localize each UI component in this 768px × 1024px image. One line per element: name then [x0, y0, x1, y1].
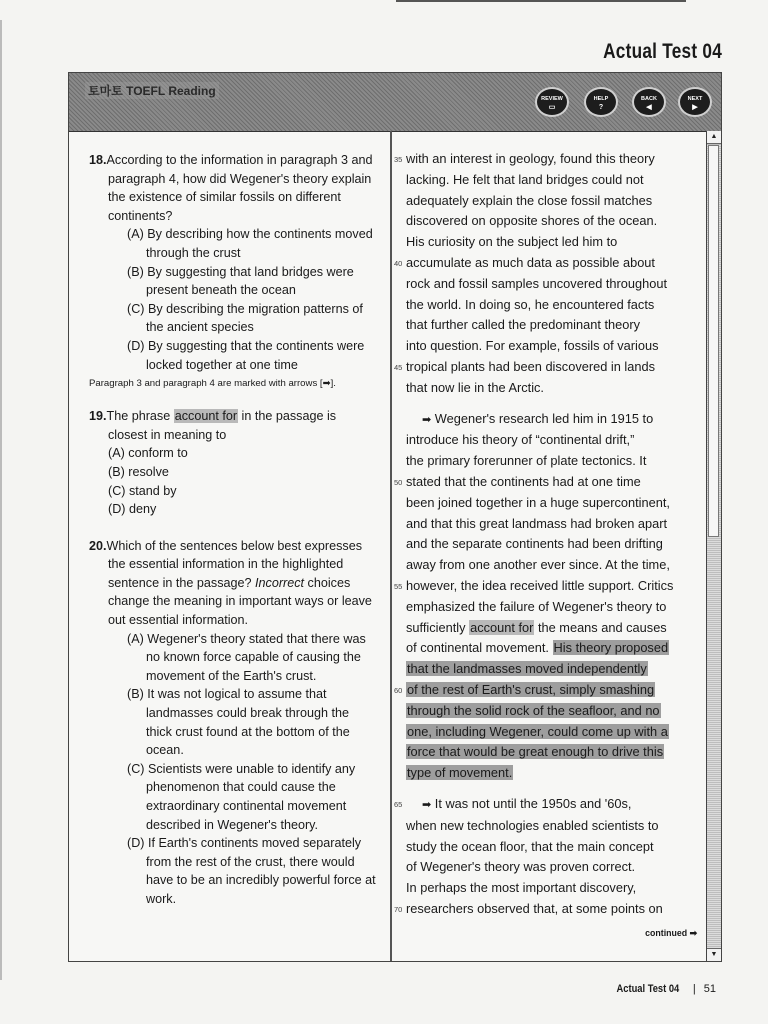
passage-line [406, 742, 688, 763]
answer-option[interactable]: (D) If Earth's continents moved separately from the rest of the crust, there would have to be an incredibly powerful force at work. [127, 836, 376, 906]
paragraph-arrow-icon: ➡ [422, 413, 432, 426]
passage-text: and that this great landmass had broken apart [406, 515, 668, 531]
page-footer: Actual Test 04 | 51 [616, 983, 716, 995]
toolbar [69, 73, 721, 132]
answer-option[interactable]: (B) resolve [108, 464, 169, 479]
highlighted-phrase: account for [174, 409, 238, 424]
passage-line [406, 514, 688, 535]
passage-line [406, 534, 688, 555]
passage-line [406, 211, 688, 232]
passage-text: adequately explain the close fossil matches [406, 192, 653, 208]
passage-text: stated that the continents had at one time [406, 473, 641, 489]
question-text: The phrase [106, 409, 174, 424]
passage-text: researchers observed that, at some points on [406, 900, 663, 916]
answer-option[interactable]: (A) By describing how the continents moved through the crust [127, 227, 373, 260]
passage-line [394, 253, 688, 274]
passage-line [406, 295, 688, 316]
next-arrow-icon: ▶ [692, 104, 698, 111]
passage-line [406, 493, 688, 514]
help-button[interactable] [584, 87, 618, 117]
passage-text: of continental movement. [406, 640, 553, 656]
answer-option[interactable]: (D) deny [108, 502, 157, 517]
help-icon: ? [598, 104, 604, 111]
question-19 [89, 407, 377, 519]
page-title: Actual Test 04 [603, 40, 722, 63]
passage-pane [394, 149, 688, 920]
passage-line [406, 763, 688, 784]
passage-paragraph-3-end [394, 149, 688, 399]
passage-text: and the separate continents had been drifting [406, 536, 663, 552]
page-number: 51 [703, 983, 716, 995]
passage-text: when new technologies enabled scientists to [406, 817, 659, 833]
passage-line [406, 638, 688, 659]
scroll-thumb[interactable] [708, 145, 719, 537]
passage-line [406, 409, 688, 431]
passage-paragraph-4 [394, 409, 688, 618]
test-window [68, 72, 722, 962]
passage-line [406, 816, 688, 837]
answer-option[interactable]: (C) Scientists were unable to identify any phenomenon that could cause the extraordinary continental movement described in Wegener's theory. [127, 761, 356, 832]
passage-text: of the rest of Earth's crust, simply smashing [407, 681, 655, 697]
pane-divider [390, 131, 392, 961]
back-arrow-icon: ◀ [646, 104, 652, 111]
review-icon: ▭ [548, 104, 556, 111]
passage-text: Wegener's research led him in 1915 to [431, 410, 654, 426]
passage-text: tropical plants had been discovered in lands [406, 358, 655, 374]
passage-paragraph-5 [394, 794, 688, 920]
line-number: 35 [394, 155, 403, 164]
passage-text: that the landmasses moved independently [407, 661, 647, 677]
passage-text: into question. For example, fossils of various [406, 338, 659, 354]
passage-text: sufficiently [406, 619, 470, 635]
passage-line [406, 336, 688, 357]
passage-text: that further called the predominant theory [406, 317, 641, 333]
passage-text: the means and causes [534, 619, 667, 635]
question-number: 18. [89, 153, 107, 167]
passage-line [406, 618, 688, 639]
passage-line [406, 191, 688, 212]
passage-line [406, 659, 688, 680]
passage-text: His curiosity on the subject led him to [406, 234, 618, 250]
question-text: Which of the sentences below best expresses the essential information in the highlighted sentence in the passage? [106, 538, 363, 590]
question-text-italic: Incorrect [255, 575, 305, 590]
passage-text: through the solid rock of the seafloor, and no [407, 702, 660, 718]
question-18 [89, 151, 377, 391]
answer-option[interactable]: (C) stand by [108, 483, 177, 498]
paragraph-arrow-icon: ➡ [422, 798, 432, 811]
line-number: 45 [394, 362, 403, 372]
passage-text: force that would be great enough to drive this [407, 744, 664, 760]
passage-text: In perhaps the most important discovery, [406, 880, 637, 896]
passage-line [406, 837, 688, 858]
passage-line [394, 149, 688, 170]
passage-line [406, 430, 688, 451]
passage-text: rock and fossil samples uncovered throughout [406, 275, 668, 291]
passage-scrollbar[interactable] [706, 131, 721, 961]
passage-line [394, 576, 688, 597]
passage-line [406, 315, 688, 336]
passage-text: away from one another ever since. At the time, [406, 557, 670, 573]
question-number: 19. [89, 409, 107, 424]
passage-line [394, 357, 688, 378]
passage-text: discovered on opposite shores of the ocean. [406, 213, 658, 229]
passage-text: the world. In doing so, he encountered facts [406, 296, 655, 312]
question-19-stem [89, 407, 377, 426]
answer-option[interactable]: (C) By describing the migration patterns of the ancient species [127, 301, 363, 335]
help-label: HELP [593, 96, 609, 102]
passage-line [394, 472, 688, 493]
line-number: 55 [394, 581, 403, 591]
passage-text: that now lie in the Arctic. [406, 379, 544, 395]
question-20 [89, 537, 377, 909]
answer-option[interactable]: (A) Wegener's theory stated that there was no known force capable of causing the movement of the Earth's crust. [127, 631, 366, 683]
highlighted-sentence: His theory proposed [553, 640, 669, 656]
passage-text: introduce his theory of “continental drift,” [406, 432, 635, 448]
scroll-down-icon[interactable]: ▼ [707, 948, 721, 961]
passage-text: been joined together in a huge supercontinent, [406, 494, 670, 510]
passage-line [394, 794, 688, 816]
continued-indicator: continued ➡ [645, 928, 697, 938]
line-number: 65 [394, 799, 403, 809]
passage-line [394, 680, 688, 701]
passage-line [406, 857, 688, 878]
app-label: 토마토 TOEFL Reading [85, 82, 219, 99]
passage-text: with an interest in geology, found this theory [406, 151, 655, 166]
line-number: 60 [394, 685, 403, 695]
highlighted-phrase: account for [470, 619, 534, 635]
question-18-stem [89, 151, 377, 225]
question-text: closest in meaning to [108, 427, 227, 442]
answer-option[interactable]: (A) conform to [108, 446, 188, 461]
paragraph-note: Paragraph 3 and paragraph 4 are marked with arrows [➡]. [89, 378, 336, 390]
passage-line [394, 899, 688, 920]
passage-line [406, 701, 688, 722]
line-number: 50 [394, 477, 403, 487]
passage-text: study the ocean floor, that the main concept [406, 838, 654, 854]
passage-text: lacking. He felt that land bridges could not [406, 171, 644, 187]
answer-option[interactable]: (D) By suggesting that the continents were locked together at one time [127, 338, 365, 372]
top-rule [396, 0, 686, 2]
review-button[interactable] [535, 87, 569, 117]
question-text: in the passage is [238, 409, 337, 424]
passage-text: It was not until the 1950s and '60s, [431, 795, 632, 811]
highlighted-sentence [394, 659, 688, 784]
next-label: NEXT [687, 96, 703, 102]
line-number: 40 [394, 258, 403, 268]
passage-text: however, the idea received little support. Critics [406, 577, 674, 593]
page-edge [0, 20, 2, 980]
answer-option[interactable]: (B) By suggesting that land bridges were present beneath the ocean [127, 264, 354, 298]
passage-line [406, 597, 688, 618]
line-number: 70 [394, 904, 403, 914]
footer-label: Actual Test 04 [616, 983, 680, 995]
passage-text: one, including Wegener, could come up with a [407, 723, 668, 739]
passage-line [406, 878, 688, 899]
passage-text: the primary forerunner of plate tectonics. It [406, 453, 647, 469]
passage-text: accumulate as much data as possible about [406, 254, 655, 270]
questions-pane [89, 151, 377, 909]
next-button[interactable] [678, 87, 712, 117]
passage-line [406, 722, 688, 743]
passage-line [406, 378, 688, 399]
answer-option[interactable]: (B) It was not logical to assume that landmasses could break through the thick crust found at the bottom of the ocean. [127, 687, 350, 758]
back-button[interactable] [632, 87, 666, 117]
back-label: BACK [641, 96, 657, 102]
passage-line [406, 170, 688, 191]
scroll-up-icon[interactable]: ▲ [707, 131, 721, 144]
passage-text: emphasized the failure of Wegener's theory to [406, 598, 667, 614]
question-text: According to the information in paragraph 3 and paragraph 4, how did Wegener's theory explain the existence of similar fossils on different continents? [106, 153, 373, 223]
passage-line [406, 451, 688, 472]
question-20-stem [89, 537, 377, 630]
review-label: REVIEW [541, 96, 563, 102]
passage-line [406, 274, 688, 295]
question-text: choices change the meaning in important ways or leave out essential information. [108, 575, 372, 628]
passage-text: type of movement. [407, 765, 513, 781]
question-number: 20. [89, 538, 107, 553]
passage-text: of Wegener's theory was proven correct. [406, 859, 636, 875]
passage-line [406, 555, 688, 576]
passage-line [406, 232, 688, 253]
